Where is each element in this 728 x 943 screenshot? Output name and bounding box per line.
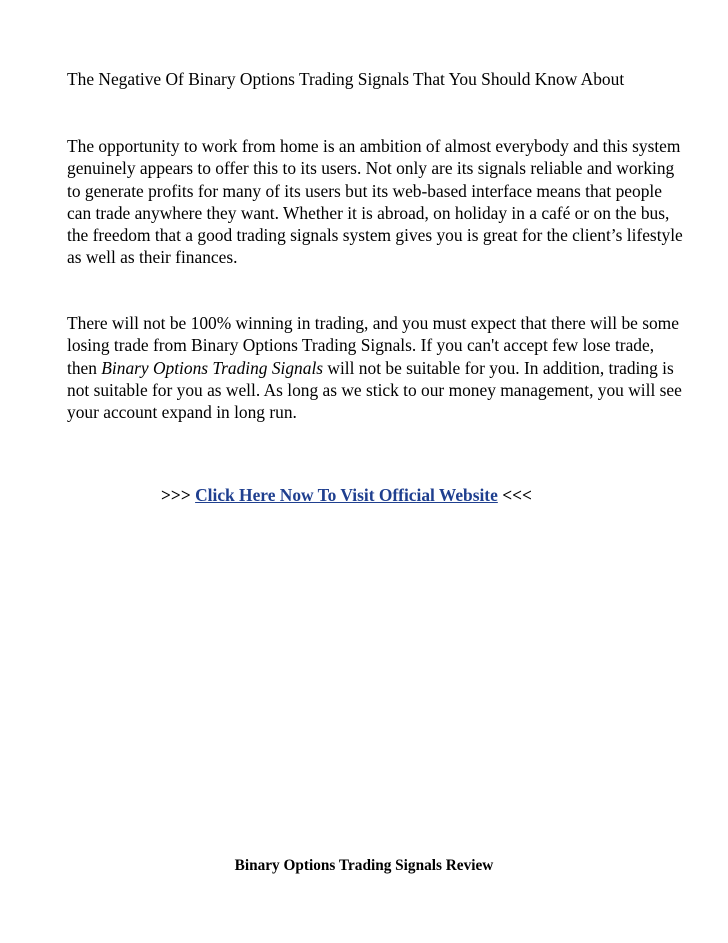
footer-title: Binary Options Trading Signals Review <box>234 857 494 874</box>
paragraph-opportunity: The opportunity to work from home is an ambition of almost everybody and this system genuinely appears to offer this to its users. Not only are its signals reliable and working to generate profits for many of its users but its web-based interface means that people can trade anywhere they want. Whether it is abroad, on holiday in a café or on the bus, the freedom that a good trading signals system gives you is great for the client’s lifestyle as well as their finances. <box>67 136 683 268</box>
page-footer <box>0 856 728 876</box>
paragraph-winning <box>67 312 687 423</box>
paragraph-winning-italic-product: Binary Options Trading Signals <box>101 357 324 378</box>
visit-official-website-link[interactable]: Click Here Now To Visit Official Website <box>195 485 498 505</box>
call-to-action <box>161 484 532 506</box>
paragraph-winning-text-before: There will not be 100% winning in trading, and you must expect that there will be some losing trade from Binary Options Trading Signals. If you can't accept few lose trade, then <box>67 313 679 378</box>
cta-suffix-arrows: <<< <box>502 485 532 505</box>
cta-prefix-arrows: >>> <box>161 485 191 505</box>
paragraph-winning-text-after: will not be suitable for you. In addition, trading is not suitable for you as well. As long as we stick to our money management, you will see your account expand in long run. <box>67 357 682 423</box>
document-title: The Negative Of Binary Options Trading Signals That You Should Know About <box>67 69 625 89</box>
